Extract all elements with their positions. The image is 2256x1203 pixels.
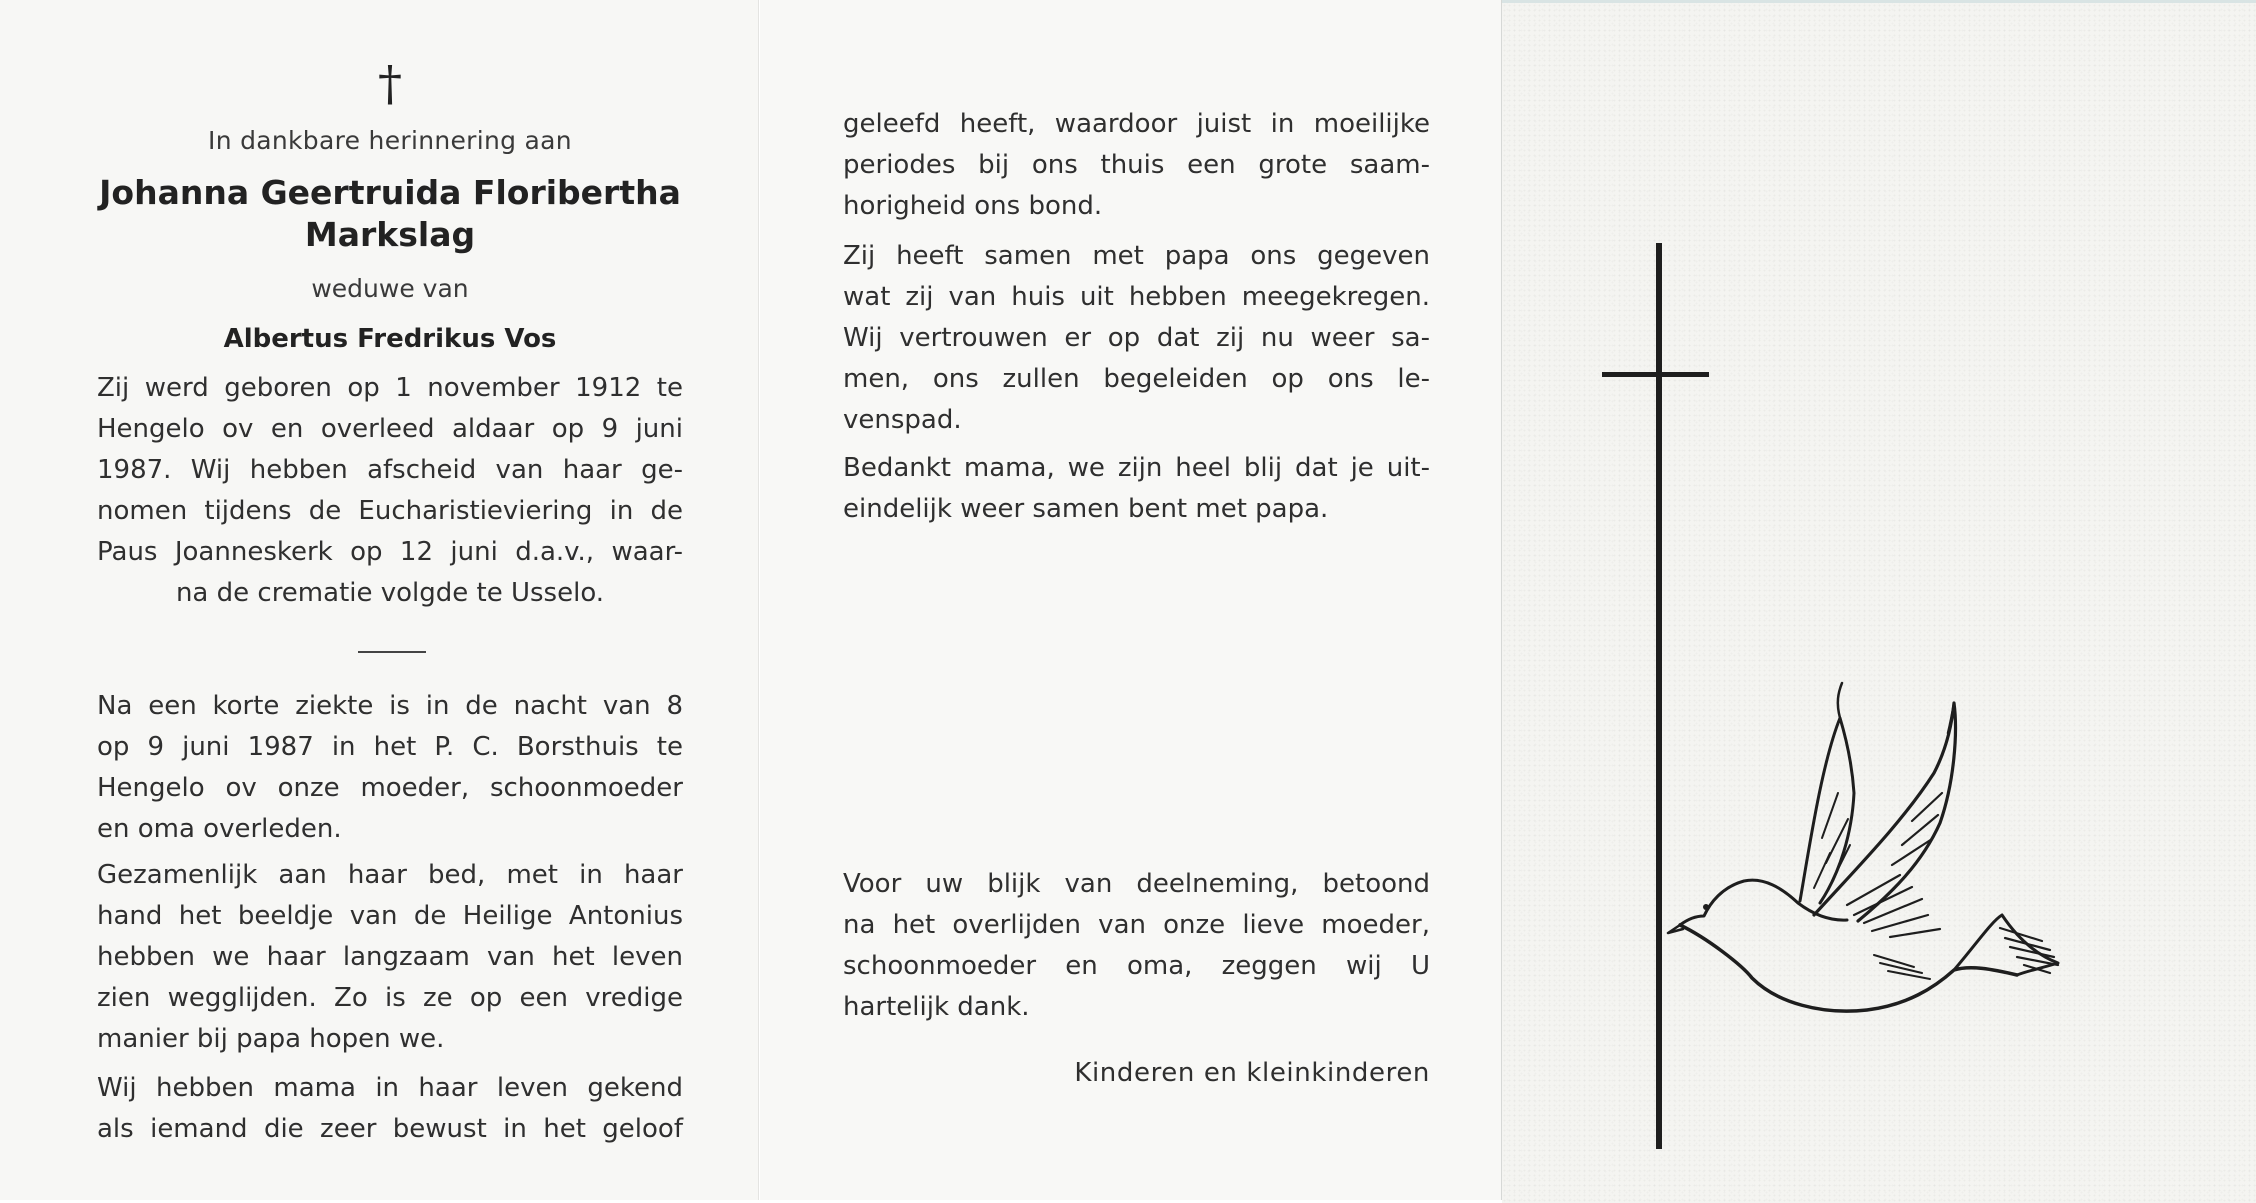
widow-of-text: weduwe van bbox=[311, 274, 469, 303]
text-line: nomen tijdens de Eucharistieviering in de bbox=[97, 496, 683, 526]
text-line: Hengelo ov onze moeder, schoonmoeder bbox=[97, 773, 683, 803]
text-line: na het overlijden van onze lieve moeder, bbox=[843, 910, 1430, 940]
gratitude-paragraph bbox=[843, 864, 1430, 1028]
intro-text: In dankbare herinnering aan bbox=[208, 126, 572, 155]
text-line: Na een korte ziekte is in de nacht van 8 bbox=[97, 691, 683, 721]
text-line: Zij heeft samen met papa ons gegeven bbox=[843, 241, 1430, 271]
text-line: 1987. Wij hebben afscheid van haar ge- bbox=[97, 455, 683, 485]
husband-name: Albertus Fredrikus Vos bbox=[223, 324, 557, 354]
text-line: Gezamenlijk aan haar bed, met in haar bbox=[97, 860, 683, 890]
text-line: manier bij papa hopen we. bbox=[97, 1024, 445, 1054]
cover-illustration bbox=[1502, 3, 2256, 1203]
card-cover-panel bbox=[1502, 0, 2256, 1203]
text-line: horigheid ons bond. bbox=[843, 191, 1103, 221]
text-line: Hengelo ov en overleed aldaar op 9 juni bbox=[97, 414, 683, 444]
text-line: Bedankt mama, we zijn heel blij dat je uit- bbox=[843, 453, 1430, 483]
cross-icon bbox=[1602, 243, 1709, 1149]
text-line: zien wegglijden. Zo is ze op een vredige bbox=[97, 983, 683, 1013]
text-line: periodes bij ons thuis een grote saam- bbox=[843, 150, 1430, 180]
text-line: Paus Joanneskerk op 12 juni d.a.v., waar- bbox=[97, 537, 683, 567]
bedside-paragraph bbox=[97, 855, 683, 1060]
text-line: hebben we haar langzaam van het leven bbox=[97, 942, 683, 972]
dove-icon bbox=[1668, 683, 2058, 1011]
faith-paragraph-continued bbox=[843, 104, 1430, 227]
illness-paragraph bbox=[97, 686, 683, 850]
text-line: hand het beeldje van de Heilige Antonius bbox=[97, 901, 683, 931]
deceased-name-line-1: Johanna Geertruida Floribertha bbox=[99, 173, 681, 212]
text-line: Wij hebben mama in haar leven gekend bbox=[97, 1073, 683, 1103]
text-line: men, ons zullen begeleiden op ons le- bbox=[843, 364, 1430, 394]
text-line: Wij vertrouwen er op dat zij nu weer sa- bbox=[843, 323, 1430, 353]
text-line: en oma overleden. bbox=[97, 814, 342, 844]
cross-icon: † bbox=[378, 56, 402, 112]
text-line: na de crematie volgde te Usselo. bbox=[175, 578, 605, 608]
text-line: Voor uw blijk van deelneming, betoond bbox=[843, 869, 1430, 899]
text-line: geleefd heeft, waardoor juist in moeilijke bbox=[843, 109, 1430, 139]
text-line: als iemand die zeer bewust in het geloof bbox=[97, 1114, 683, 1144]
text-line: schoonmoeder en oma, zeggen wij U bbox=[843, 951, 1430, 981]
text-line: eindelijk weer samen bent met papa. bbox=[843, 494, 1329, 524]
text-line: wat zij van huis uit hebben meegekregen. bbox=[843, 282, 1430, 312]
text-line: hartelijk dank. bbox=[843, 992, 1030, 1022]
text-line: op 9 juni 1987 in het P. C. Borsthuis te bbox=[97, 732, 683, 762]
text-line: Zij werd geboren op 1 november 1912 te bbox=[97, 373, 683, 403]
faith-paragraph bbox=[97, 1068, 683, 1150]
card-middle-panel bbox=[760, 0, 1502, 1200]
card-left-panel bbox=[0, 0, 759, 1200]
signature: Kinderen en kleinkinderen bbox=[1074, 1058, 1430, 1088]
thanks-mama-paragraph bbox=[843, 448, 1430, 530]
biography-paragraph bbox=[97, 368, 683, 614]
deceased-name-line-2: Markslag bbox=[304, 215, 476, 254]
section-divider bbox=[358, 651, 426, 653]
together-paragraph bbox=[843, 236, 1430, 441]
text-line: venspad. bbox=[843, 405, 962, 435]
